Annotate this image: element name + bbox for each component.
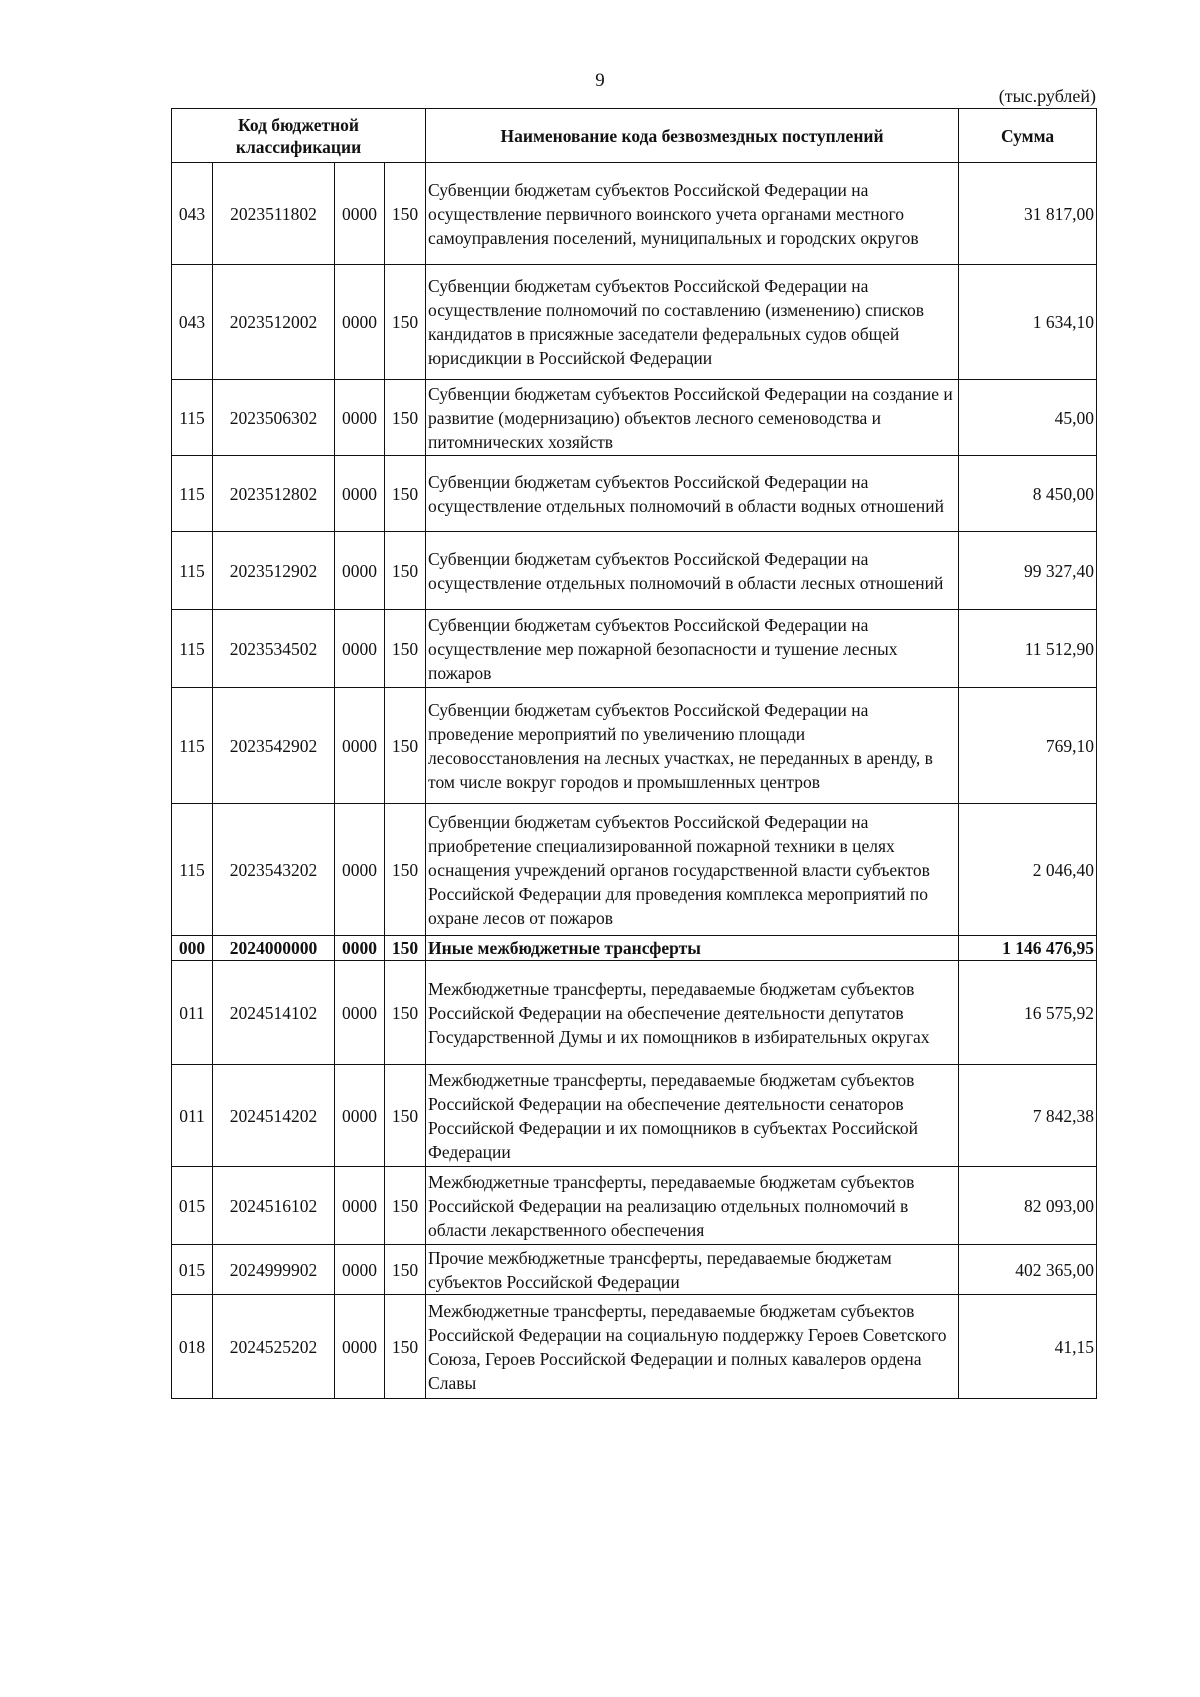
sum-cell: 769,10 bbox=[959, 688, 1097, 804]
admin-code-cell: 011 bbox=[172, 961, 213, 1065]
admin-code-cell: 018 bbox=[172, 1295, 213, 1399]
economic-code-cell: 150 bbox=[385, 804, 426, 936]
sum-cell: 402 365,00 bbox=[959, 1245, 1097, 1295]
revenue-table bbox=[171, 108, 1097, 1399]
program-code-cell: 0000 bbox=[335, 1065, 385, 1167]
class-code-cell: 2024525202 bbox=[213, 1295, 335, 1399]
table-row bbox=[172, 936, 1097, 961]
economic-code-cell: 150 bbox=[385, 610, 426, 688]
program-code-cell: 0000 bbox=[335, 380, 385, 456]
table-row bbox=[172, 1065, 1097, 1167]
program-code-cell: 0000 bbox=[335, 804, 385, 936]
table-row bbox=[172, 804, 1097, 936]
admin-code-cell: 115 bbox=[172, 804, 213, 936]
economic-code-cell: 150 bbox=[385, 380, 426, 456]
class-code-cell: 2024514102 bbox=[213, 961, 335, 1065]
admin-code-cell: 115 bbox=[172, 380, 213, 456]
program-code-cell: 0000 bbox=[335, 1167, 385, 1245]
sum-cell: 1 146 476,95 bbox=[959, 936, 1097, 961]
sum-cell: 45,00 bbox=[959, 380, 1097, 456]
program-code-cell: 0000 bbox=[335, 936, 385, 961]
class-code-cell: 2024999902 bbox=[213, 1245, 335, 1295]
table-row bbox=[172, 532, 1097, 610]
class-code-cell: 2023542902 bbox=[213, 688, 335, 804]
admin-code-cell: 115 bbox=[172, 532, 213, 610]
table-row bbox=[172, 163, 1097, 265]
admin-code-cell: 000 bbox=[172, 936, 213, 961]
program-code-cell: 0000 bbox=[335, 532, 385, 610]
table-row bbox=[172, 380, 1097, 456]
economic-code-cell: 150 bbox=[385, 1167, 426, 1245]
economic-code-cell: 150 bbox=[385, 961, 426, 1065]
sum-cell: 31 817,00 bbox=[959, 163, 1097, 265]
sum-cell: 1 634,10 bbox=[959, 265, 1097, 380]
admin-code-cell: 115 bbox=[172, 610, 213, 688]
name-cell: Субвенции бюджетам субъектов Российской Федерации на осуществление первичного воинского учета органами местного самоуправления поселений, муниципальных и городских округов bbox=[426, 163, 959, 265]
name-cell: Субвенции бюджетам субъектов Российской Федерации на осуществление отдельных полномочий в области водных отношений bbox=[426, 456, 959, 532]
economic-code-cell: 150 bbox=[385, 456, 426, 532]
page-number: 9 bbox=[595, 70, 605, 91]
table-row bbox=[172, 610, 1097, 688]
economic-code-cell: 150 bbox=[385, 1065, 426, 1167]
program-code-cell: 0000 bbox=[335, 1295, 385, 1399]
table-row bbox=[172, 961, 1097, 1065]
name-cell: Межбюджетные трансферты, передаваемые бюджетам субъектов Российской Федерации на социальную поддержку Героев Советского Союза, Героев Российской Федерации и полных кавалеров ордена Славы bbox=[426, 1295, 959, 1399]
units-label: (тыс.рублей) bbox=[998, 86, 1096, 106]
name-cell: Субвенции бюджетам субъектов Российской Федерации на осуществление полномочий по составлению (изменению) списков кандидатов в присяжные заседатели федеральных судов общей юрисдикции в Российской Федерации bbox=[426, 265, 959, 380]
name-cell: Иные межбюджетные трансферты bbox=[426, 936, 959, 961]
sum-cell: 99 327,40 bbox=[959, 532, 1097, 610]
admin-code-cell: 043 bbox=[172, 265, 213, 380]
name-cell: Субвенции бюджетам субъектов Российской Федерации на проведение мероприятий по увеличению площади лесовосстановления на лесных участках, не переданных в аренду, в том числе вокруг городов и промышленных центров bbox=[426, 688, 959, 804]
class-code-cell: 2024514202 bbox=[213, 1065, 335, 1167]
economic-code-cell: 150 bbox=[385, 163, 426, 265]
admin-code-cell: 115 bbox=[172, 688, 213, 804]
name-cell: Межбюджетные трансферты, передаваемые бюджетам субъектов Российской Федерации на обеспечение деятельности депутатов Государственной Думы и их помощников в избирательных округах bbox=[426, 961, 959, 1065]
sum-header: Сумма bbox=[959, 109, 1097, 163]
program-code-cell: 0000 bbox=[335, 961, 385, 1065]
class-code-cell: 2024516102 bbox=[213, 1167, 335, 1245]
table-row bbox=[172, 265, 1097, 380]
sum-cell: 82 093,00 bbox=[959, 1167, 1097, 1245]
admin-code-cell: 115 bbox=[172, 456, 213, 532]
name-header: Наименование кода безвозмездных поступлений bbox=[426, 109, 959, 163]
sum-cell: 11 512,90 bbox=[959, 610, 1097, 688]
name-cell: Субвенции бюджетам субъектов Российской Федерации на создание и развитие (модернизацию) объектов лесного семеноводства и питомнических хозяйств bbox=[426, 380, 959, 456]
admin-code-cell: 043 bbox=[172, 163, 213, 265]
program-code-cell: 0000 bbox=[335, 1245, 385, 1295]
economic-code-cell: 150 bbox=[385, 265, 426, 380]
admin-code-cell: 011 bbox=[172, 1065, 213, 1167]
name-cell: Субвенции бюджетам субъектов Российской Федерации на приобретение специализированной пожарной техники в целях оснащения учреждений органов государственной власти субъектов Российской Федерации для проведения комплекса мероприятий по охране лесов от пожаров bbox=[426, 804, 959, 936]
class-code-cell: 2023534502 bbox=[213, 610, 335, 688]
economic-code-cell: 150 bbox=[385, 1245, 426, 1295]
economic-code-cell: 150 bbox=[385, 688, 426, 804]
table-body bbox=[172, 163, 1097, 1399]
table-row bbox=[172, 1167, 1097, 1245]
economic-code-cell: 150 bbox=[385, 532, 426, 610]
code-header: Код бюджетной классификации bbox=[172, 109, 426, 163]
name-cell: Субвенции бюджетам субъектов Российской Федерации на осуществление отдельных полномочий в области лесных отношений bbox=[426, 532, 959, 610]
economic-code-cell: 150 bbox=[385, 936, 426, 961]
program-code-cell: 0000 bbox=[335, 265, 385, 380]
table-row bbox=[172, 1295, 1097, 1399]
table-header-row bbox=[172, 109, 1097, 163]
class-code-cell: 2023512902 bbox=[213, 532, 335, 610]
admin-code-cell: 015 bbox=[172, 1245, 213, 1295]
program-code-cell: 0000 bbox=[335, 688, 385, 804]
table-row bbox=[172, 688, 1097, 804]
class-code-cell: 2023506302 bbox=[213, 380, 335, 456]
class-code-cell: 2023543202 bbox=[213, 804, 335, 936]
sum-cell: 7 842,38 bbox=[959, 1065, 1097, 1167]
name-cell: Прочие межбюджетные трансферты, передаваемые бюджетам субъектов Российской Федерации bbox=[426, 1245, 959, 1295]
class-code-cell: 2023512002 bbox=[213, 265, 335, 380]
economic-code-cell: 150 bbox=[385, 1295, 426, 1399]
program-code-cell: 0000 bbox=[335, 163, 385, 265]
class-code-cell: 2023512802 bbox=[213, 456, 335, 532]
sum-cell: 2 046,40 bbox=[959, 804, 1097, 936]
name-cell: Межбюджетные трансферты, передаваемые бюджетам субъектов Российской Федерации на реализацию отдельных полномочий в области лекарственного обеспечения bbox=[426, 1167, 959, 1245]
sum-cell: 16 575,92 bbox=[959, 961, 1097, 1065]
class-code-cell: 2023511802 bbox=[213, 163, 335, 265]
table-row bbox=[172, 456, 1097, 532]
admin-code-cell: 015 bbox=[172, 1167, 213, 1245]
class-code-cell: 2024000000 bbox=[213, 936, 335, 961]
sum-cell: 8 450,00 bbox=[959, 456, 1097, 532]
program-code-cell: 0000 bbox=[335, 610, 385, 688]
name-cell: Субвенции бюджетам субъектов Российской Федерации на осуществление мер пожарной безопасности и тушение лесных пожаров bbox=[426, 610, 959, 688]
table-row bbox=[172, 1245, 1097, 1295]
name-cell: Межбюджетные трансферты, передаваемые бюджетам субъектов Российской Федерации на обеспечение деятельности сенаторов Российской Федерации и их помощников в субъектах Российской Федерации bbox=[426, 1065, 959, 1167]
sum-cell: 41,15 bbox=[959, 1295, 1097, 1399]
program-code-cell: 0000 bbox=[335, 456, 385, 532]
